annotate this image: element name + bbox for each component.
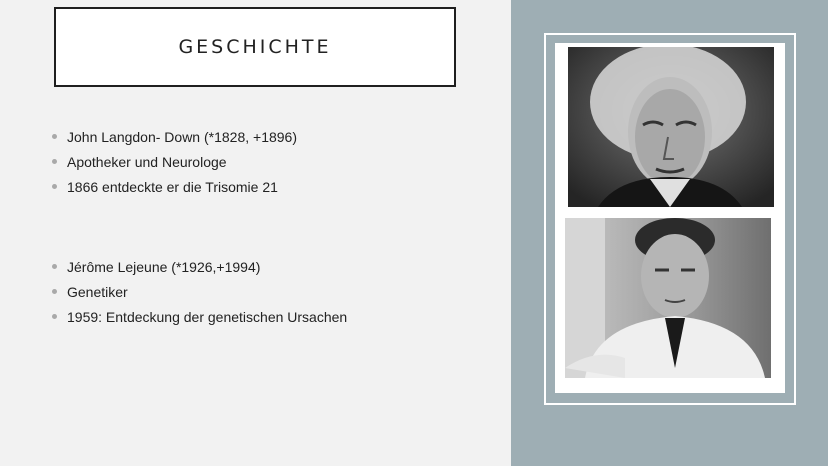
portrait-lejeune-svg [565,218,771,378]
bullet-icon [52,264,57,269]
list-item-text: John Langdon- Down (*1828, +1896) [67,128,298,145]
list-item-text: Genetiker [67,283,128,300]
list-item-text: 1959: Entdeckung der genetischen Ursachen [67,308,348,325]
bullet-icon [52,289,57,294]
list-item-text: Jérôme Lejeune (*1926,+1994) [67,258,261,275]
portrait-photo-icon [568,47,774,207]
bullet-icon [52,184,57,189]
bullet-icon [52,159,57,164]
list-item [52,279,347,304]
slide-title: GESCHICHTE [178,36,332,58]
bullet-list-down [52,124,297,199]
list-item [52,149,297,174]
list-item-text: 1866 entdeckte er die Trisomie 21 [67,178,278,195]
list-item [52,304,347,329]
list-item [52,254,347,279]
bullet-icon [52,314,57,319]
bullet-list-lejeune [52,254,347,329]
list-item-text: Apotheker und Neurologe [67,153,227,170]
portrait-photo-icon [565,218,771,378]
title-box [54,7,456,87]
portrait-down-svg [568,47,774,207]
bullet-icon [52,134,57,139]
list-item [52,174,297,199]
list-item [52,124,297,149]
